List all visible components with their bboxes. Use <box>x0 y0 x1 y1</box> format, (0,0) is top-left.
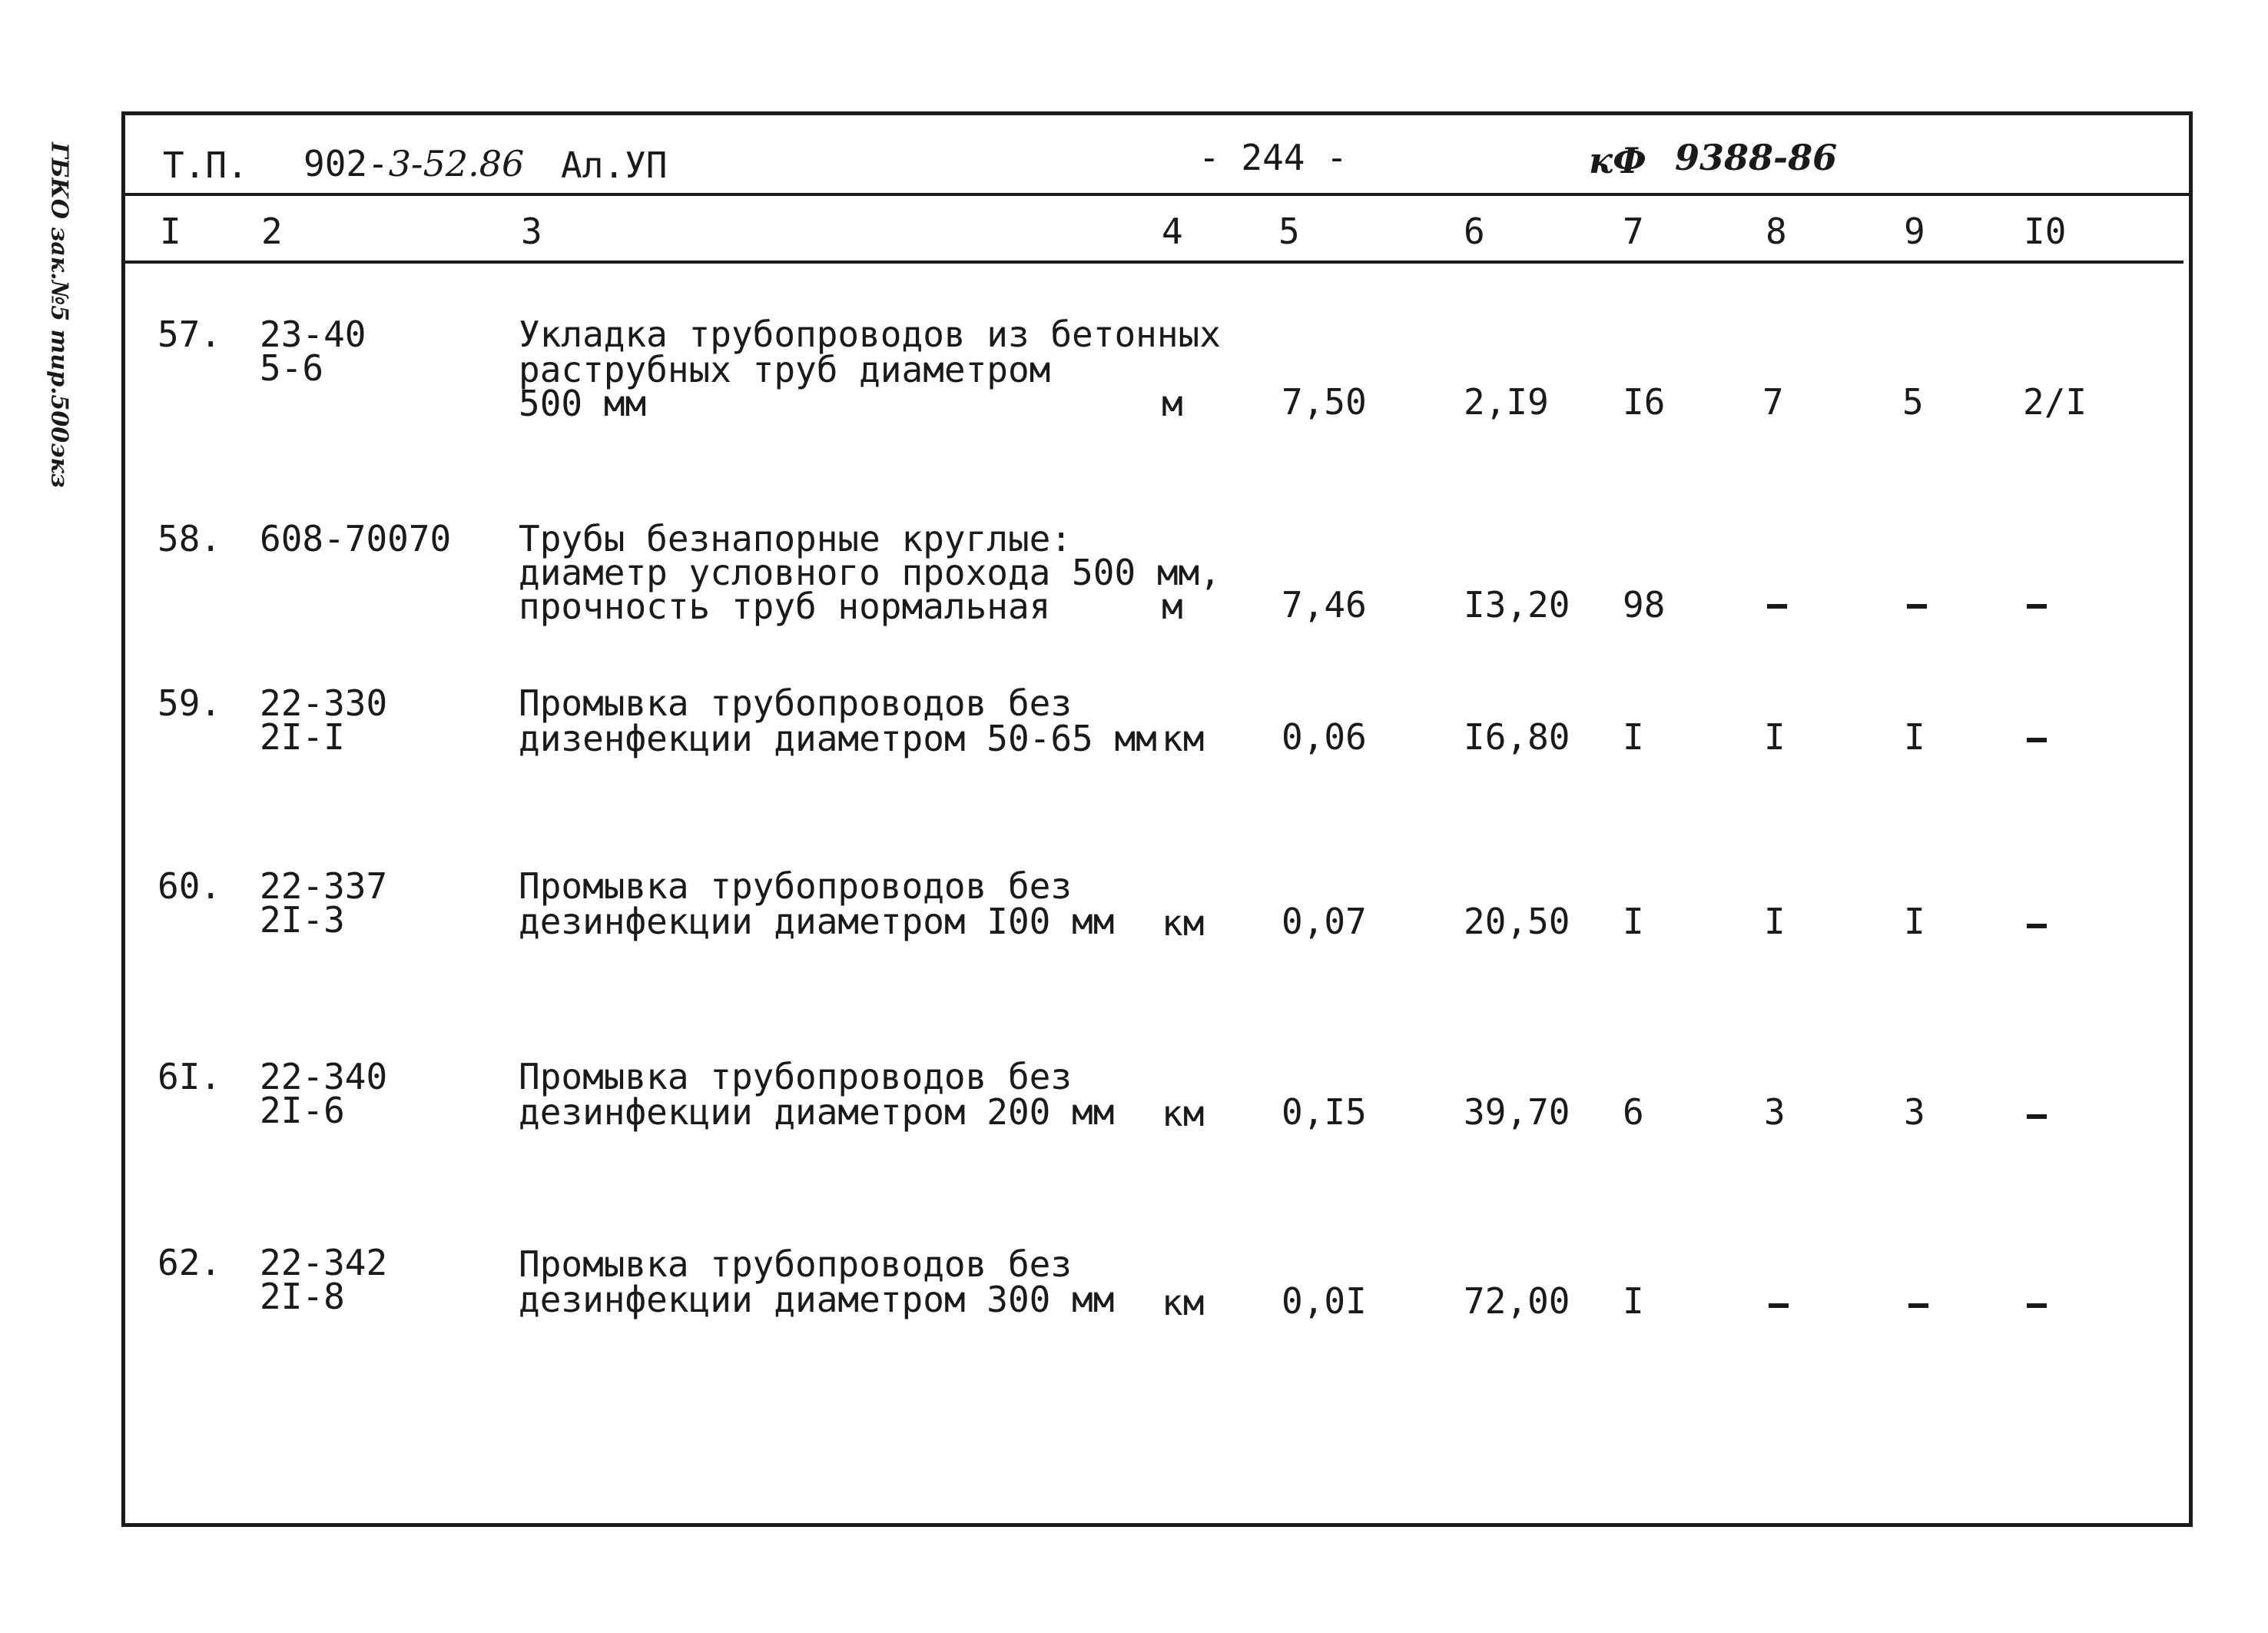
row-col8: I <box>1764 716 1786 758</box>
row-col9-dash <box>1907 604 1927 609</box>
column-header-divider <box>121 261 2183 264</box>
row-number: 62. <box>158 1242 222 1283</box>
kf-number: 9388-86 <box>1675 137 1838 178</box>
album-label: Ал.УП <box>561 144 668 186</box>
row-col7: I6 <box>1623 381 1666 423</box>
row-col7: I <box>1623 1280 1644 1322</box>
row-unit: км <box>1162 902 1205 944</box>
row-quantity: 7,46 <box>1282 584 1367 626</box>
column-header-6: 6 <box>1464 211 1485 252</box>
row-col9: I <box>1904 901 1925 942</box>
row-desc-line: дизенфекции диаметром 50-65 мм <box>519 718 1157 759</box>
row-col7: 6 <box>1623 1091 1644 1133</box>
row-price: 2,I9 <box>1464 381 1549 423</box>
side-stamp <box>32 115 86 515</box>
row-col9-dash <box>1908 1303 1928 1308</box>
row-unit: м <box>1162 383 1183 424</box>
row-price: 39,70 <box>1464 1091 1570 1133</box>
row-desc-line: Трубы безнапорные круглые: <box>519 518 1073 559</box>
row-col10-dash <box>2027 1303 2047 1308</box>
row-col9: 3 <box>1904 1091 1925 1133</box>
row-desc-line: Промывка трубопроводов без <box>519 865 1073 907</box>
column-header-10: I0 <box>2024 211 2067 252</box>
row-code-1: 22-330 <box>260 682 388 724</box>
row-code-2: 2I-6 <box>260 1090 345 1131</box>
row-col8: 7 <box>1762 381 1784 423</box>
row-quantity: 0,0I <box>1282 1280 1367 1322</box>
row-col10-dash <box>2027 924 2047 928</box>
row-col10: 2/I <box>2023 381 2087 423</box>
row-unit: м <box>1162 586 1183 627</box>
column-header-7: 7 <box>1623 211 1644 252</box>
row-code-1: 22-340 <box>260 1056 388 1097</box>
row-price: 20,50 <box>1464 901 1570 942</box>
row-unit: км <box>1162 1282 1205 1323</box>
row-number: 6I. <box>158 1056 222 1097</box>
row-desc-line: 500 мм <box>519 383 647 424</box>
row-unit: км <box>1162 718 1205 759</box>
row-price: I6,80 <box>1464 716 1570 758</box>
row-desc-line: Промывка трубопроводов без <box>519 1056 1073 1097</box>
row-desc-line: Укладка трубопроводов из бетонных <box>519 314 1221 355</box>
row-quantity: 7,50 <box>1282 381 1367 423</box>
row-col10-dash <box>2027 1114 2047 1119</box>
row-desc-line: дезинфекции диаметром 300 мм <box>519 1279 1115 1320</box>
column-header-4: 4 <box>1162 211 1183 252</box>
column-header-9: 9 <box>1904 211 1925 252</box>
kf-label: кФ <box>1589 140 1646 181</box>
column-header-5: 5 <box>1278 211 1300 252</box>
column-header-3: 3 <box>521 211 542 252</box>
row-col8-dash <box>1769 1303 1789 1308</box>
row-price: I3,20 <box>1464 584 1570 626</box>
column-header-2: 2 <box>261 211 283 252</box>
page-number: - 244 - <box>1199 137 1348 178</box>
header-divider <box>121 193 2193 196</box>
project-prefix: 902- <box>303 143 389 184</box>
column-header-1: I <box>160 211 181 252</box>
row-col9: 5 <box>1902 381 1924 423</box>
row-col8-dash <box>1767 604 1787 609</box>
row-quantity: 0,07 <box>1282 901 1367 942</box>
row-col10-dash <box>2027 604 2047 609</box>
row-number: 57. <box>158 314 222 355</box>
row-desc-line: дезинфекции диаметром 200 мм <box>519 1091 1115 1133</box>
row-number: 58. <box>158 518 222 559</box>
row-code-2: 2I-I <box>260 716 345 758</box>
row-code-2: 2I-8 <box>260 1276 345 1317</box>
row-code-1: 22-342 <box>260 1242 388 1283</box>
row-col7: I <box>1623 716 1644 758</box>
row-code-1: 22-337 <box>260 865 388 907</box>
row-code-1: 23-40 <box>260 314 366 355</box>
row-code-2: 5-6 <box>260 347 324 389</box>
row-col7: 98 <box>1623 584 1666 626</box>
row-desc-line: дезинфекции диаметром I00 мм <box>519 901 1115 942</box>
row-col7: I <box>1623 901 1644 942</box>
row-col8: I <box>1764 901 1786 942</box>
row-code-1: 608-70070 <box>260 518 452 559</box>
row-code-2: 2I-3 <box>260 899 345 941</box>
row-desc-line: Промывка трубопроводов без <box>519 1243 1073 1285</box>
row-number: 59. <box>158 682 222 724</box>
column-header-8: 8 <box>1766 211 1787 252</box>
row-desc-line: Промывка трубопроводов без <box>519 682 1073 724</box>
row-desc-line: прочность труб нормальная <box>519 586 1051 627</box>
row-col10-dash <box>2027 738 2047 742</box>
project-number <box>303 143 525 184</box>
row-desc-line: диаметр условного прохода 500 мм, <box>519 552 1221 593</box>
row-col9: I <box>1904 716 1925 758</box>
project-handwritten: 3-52.86 <box>388 143 525 184</box>
row-quantity: 0,I5 <box>1282 1091 1367 1133</box>
side-stamp-text: ГБКО зак.№5 тир.500экз <box>45 142 73 488</box>
row-desc-line: раструбных труб диаметром <box>519 349 1051 390</box>
row-col8: 3 <box>1764 1091 1786 1133</box>
row-price: 72,00 <box>1464 1280 1570 1322</box>
row-quantity: 0,06 <box>1282 716 1367 758</box>
row-unit: км <box>1162 1093 1205 1134</box>
tp-label: Т.П. <box>163 144 248 186</box>
row-number: 60. <box>158 865 222 907</box>
